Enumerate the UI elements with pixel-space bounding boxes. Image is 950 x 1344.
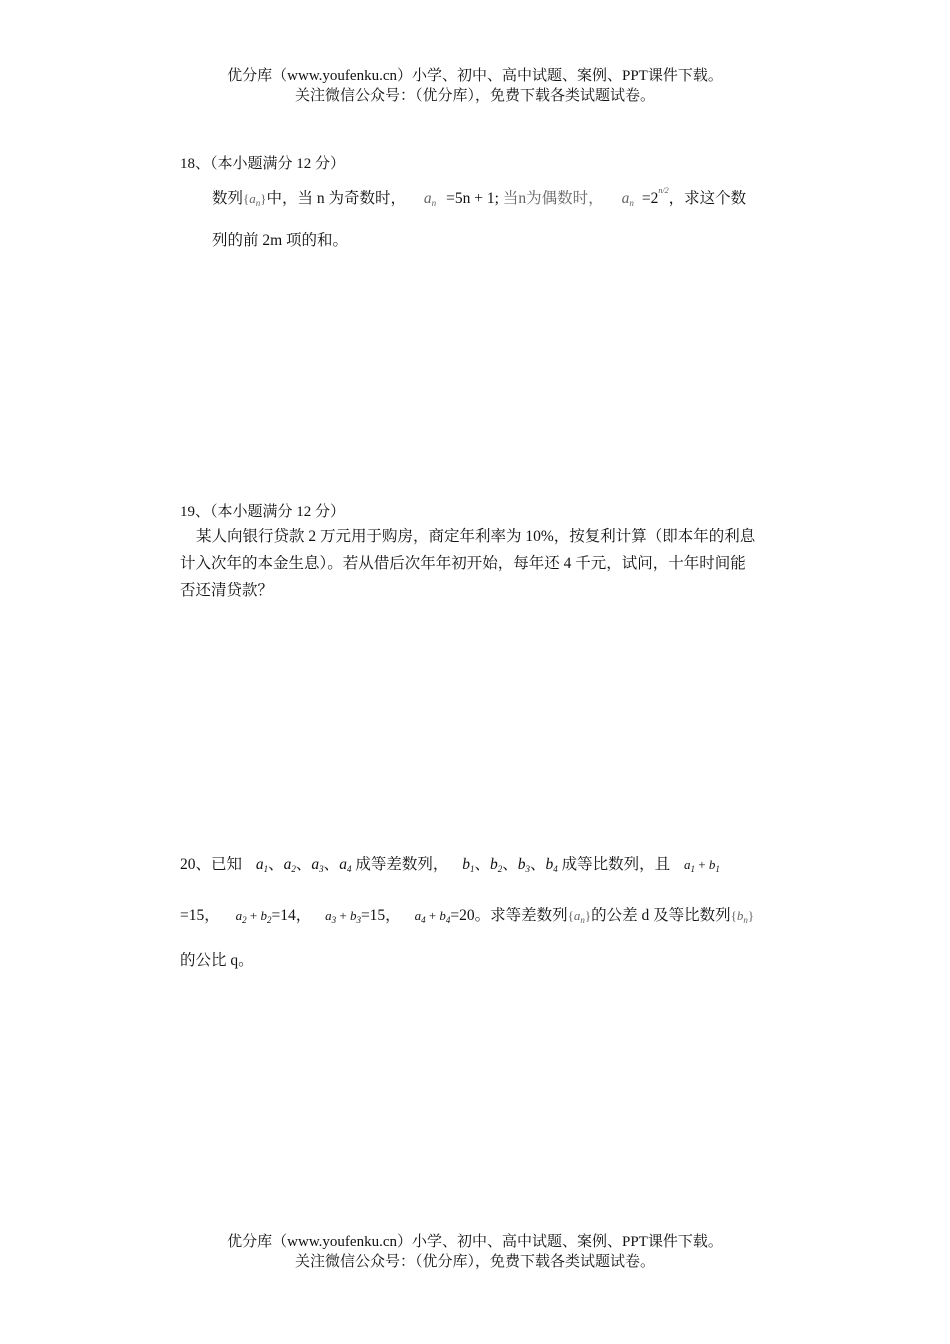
q20-text-4: 的公差 d 及等比数列 [591,907,731,924]
q20-text-2: 成等差数列， [355,856,449,873]
footer-line-2: 关注微信公众号：（优分库），免费下载各类试题试卷。 [294,1254,655,1270]
q20-line-3: 的公比 q。 [180,952,254,969]
q20-line-2: =15， $a_2 + b_2=14$， $a_3 + b_3=15$， $a_4 + b_4=20$。求等差数列$\{a_n\}$的公差 d 及等比数列$\{b_n\}$ [180,907,755,925]
q18-line-1: 数列$\{a_n\}$中，当 n 为奇数时， $a_n =5n + 1$; 当n为偶数时， $a_n =2^{n/2}$，求这个数 [212,186,747,208]
q18-text-1: 数列 [212,190,244,207]
q20-line-1: 20、已知 $a_1$、$a_2$、$a_3$、$a_4$ 成等差数列， $b_1$、$b_2$、$b_3$、$b_4$ 成等比数列，且 $a_1 + b_1$ [180,856,720,874]
q20-eq-2: =14， [271,907,312,924]
q18-text-4: 当n为偶数时， [502,190,604,207]
q18-formula-even: =2 [641,190,659,207]
header-line-2: 关注微信公众号：（优分库），免费下载各类试题试卷。 [294,88,655,104]
q19-line-1: 某人向银行贷款 2 万元用于购房，商定年利率为 10%，按复利计算（即本年的利息 [196,528,756,545]
q18-an-odd: a [423,190,432,207]
q18-text-2: 中，当 n 为奇数时， [266,190,407,207]
q18-seq-an: $\{a_n\}$ [243,191,267,208]
page-header [0,66,950,106]
q20-text-3: 成等比数列，且 [561,856,671,873]
q19-line-3: 否还清贷款？ [180,582,274,599]
q19-title: 19、（本小题满分 12 分） [180,504,346,520]
q18-line-2: 列的前 2m 项的和。 [212,232,349,249]
q18-exponent: n/2 [658,186,669,195]
q20-text-1: 20、已知 [180,856,243,873]
q19-line-2: 计入次年的本金生息）。若从借后次年年初开始，每年还 4 千元，试问，十年时间能 [180,555,746,572]
q18-formula-odd: =5n + 1; [446,190,499,207]
q20-seq-an: $\{a_n\}$ [567,908,592,925]
q18-text-6: ，求这个数 [668,190,747,207]
header-line-1: 优分库（www.youfenku.cn）小学、初中、高中试题、案例、PPT课件下载。 [227,68,723,84]
q20-eq-3: =15， [360,907,401,924]
q20-eq-4: =20。求等差数列 [450,907,568,924]
q18-title: 18、（本小题满分 12 分） [180,156,346,172]
q20-eq-1: =15， [180,907,220,924]
q20-seq-bn: $\{b_n\}$ [730,908,755,925]
q18-an-even: a [621,190,630,207]
footer-line-1: 优分库（www.youfenku.cn）小学、初中、高中试题、案例、PPT课件下载。 [227,1234,723,1250]
page-footer [0,1232,950,1272]
